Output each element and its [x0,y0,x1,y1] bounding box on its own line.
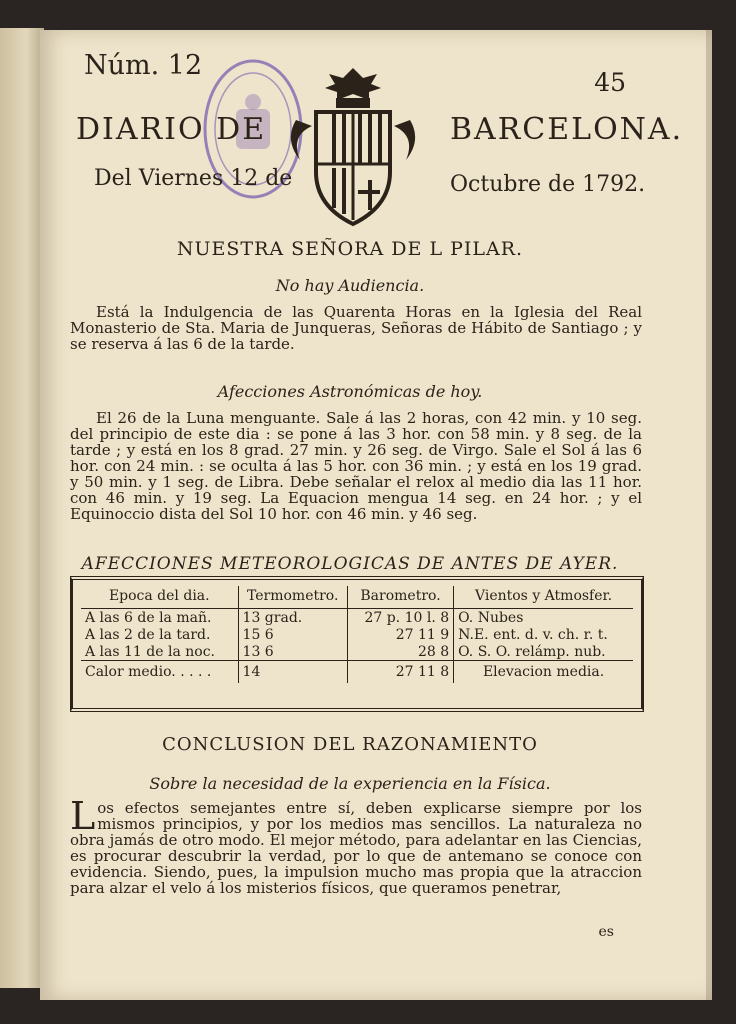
table-cell: N.E. ent. d. v. ch. r. t. [454,626,633,643]
table-cell: 15 6 [238,626,347,643]
table-cell: Elevacion media. [454,661,633,684]
table-cell: 13 grad. [238,609,347,627]
table-cell: O. S. O. relámp. nub. [454,643,633,661]
column-header: Epoca del dia. [81,586,238,609]
table-cell: 13 6 [238,643,347,661]
table-row [81,643,633,661]
table-row [81,626,633,643]
drop-cap: L [70,794,96,838]
table-cell: 27 11 8 [347,661,453,684]
astronomy-paragraph [70,410,642,522]
conclusion-paragraph [70,794,642,897]
meteorology-table-frame [70,576,644,712]
catchword: es [598,924,614,940]
newspaper-page [40,30,712,1000]
table-cell: A las 11 de la noc. [85,643,215,660]
facing-page-edge [0,28,44,988]
table-cell: O. Nubes [454,609,633,627]
table-row [81,609,633,627]
page-number: 45 [594,68,626,97]
conclusion-text: os efectos semejantes entre sí, deben explicarse siempre por los mismos principios, y por los medios mas sencillos. La naturaleza no obra jamás de otro modo. El mejor método, para adelantar en las Ciencias, es procurar descubrir la verdad, por lo que de antemano se conoce con evidencia. Siendo, pues, la impulsion mucho mas propia que la atraccion para alzar el velo á los misterios físicos, que queramos penetrar, [70,799,642,897]
column-header: Termometro. [238,586,347,609]
masthead-title-right: BARCELONA. [450,112,684,147]
table-header-row [81,586,633,609]
indulgence-text: Está la Indulgencia de las Quarenta Horas en la Iglesia del Real Monasterio de Sta. Maria de Junqueras, Señoras de Hábito de Santiago ; y se reserva á las 6 de la tarde. [70,303,642,353]
conclusion-subheading: Sobre la necesidad de la experiencia en la Física. [149,774,551,793]
astronomy-heading: Afecciones Astronómicas de hoy. [217,382,483,401]
date-line-right: Octubre de 1792. [450,172,646,197]
audiencia-notice: No hay Audiencia. [275,276,425,295]
table-cell: 28 8 [347,643,453,661]
saint-of-day-heading: NUESTRA SEÑORA DE L PILAR. [176,238,524,260]
conclusion-heading: CONCLUSION DEL RAZONAMIENTO [162,734,538,755]
table-cell: A las 6 de la mañ. [85,609,212,626]
column-header: Barometro. [347,586,453,609]
table-cell: Calor medio. . . . . [81,661,238,684]
meteorology-table [81,586,633,683]
masthead-title-left: DIARIO DE [76,112,267,147]
table-cell: 27 11 9 [347,626,453,643]
astronomy-text: El 26 de la Luna menguante. Sale á las 2 horas, con 42 min. y 10 seg. del principio de este dia : se pone á las 3 hor. con 58 min. y 8 seg. de la tarde ; y está en los 8 grad. 27 min. y 26 seg. de Virgo. Sale el Sol á las 6 hor. con 24 min. : se oculta á las 5 hor. con 36 min. ; y está en los 19 grad. y 50 min. y 1 seg. de Libra. Debe señalar el relox al medio dia las 11 hor. con 46 min. y 19 seg. La Equacion mengua 14 seg. en 24 hor. ; y el Equinoccio dista del Sol 10 hor. con 46 min. y 46 seg. [70,409,642,523]
table-cell: A las 2 de la tard. [85,626,211,643]
meteorology-heading: AFECCIONES METEOROLOGICAS DE ANTES DE AYER. [81,554,619,574]
issue-number: Núm. 12 [84,50,203,81]
table-cell: 27 p. 10 l. 8 [347,609,453,627]
column-header: Vientos y Atmosfer. [454,586,633,609]
table-cell: 14 [238,661,347,684]
indulgence-paragraph [70,304,642,352]
date-line-left: Del Viernes 12 de [94,166,293,191]
table-footer-row [81,661,633,684]
page-edge-shadow [706,30,712,1000]
barcelona-coat-of-arms-icon [278,60,428,230]
